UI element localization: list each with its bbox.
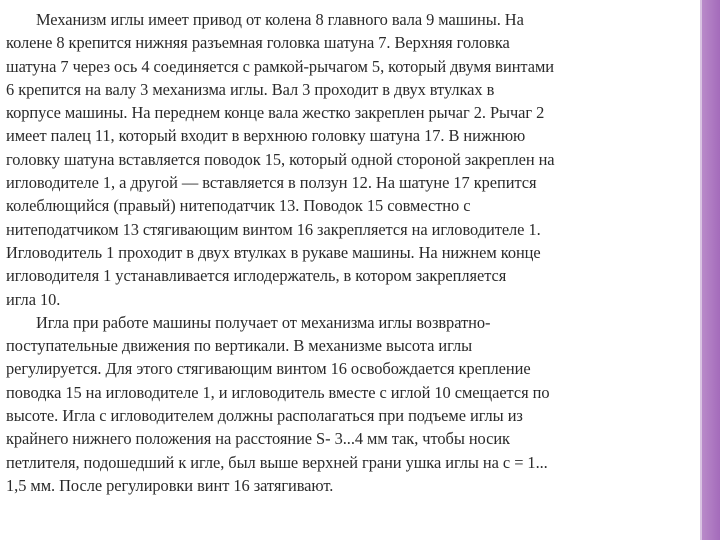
text-line: 6 крепится на валу 3 механизма иглы. Вал 3 проходит в двух втулках в bbox=[6, 79, 495, 99]
text-line: высоте. Игла с игловодителем должны располагаться при подъеме иглы из bbox=[6, 406, 523, 426]
text-line: корпусе машины. На переднем конце вала жестко закреплен рычаг 2. Рычаг 2 bbox=[6, 103, 545, 123]
text-line: Игла при работе машины получает от механизма иглы возвратно- bbox=[36, 312, 491, 332]
text-line: шатуна 7 через ось 4 соединяется с рамкой-рычагом 5, который двумя винтами bbox=[6, 56, 555, 76]
text-line: колене 8 крепится нижняя разъемная головка шатуна 7. Верхняя головка bbox=[6, 33, 510, 53]
text-line: игла 10. bbox=[6, 289, 61, 309]
text-line: поступательные движения по вертикали. В механизме высота иглы bbox=[6, 336, 473, 356]
text-line: крайнего нижнего положения на расстояние S- 3...4 мм так, чтобы носик bbox=[6, 429, 510, 449]
text-line: петлителя, подошедший к игле, был выше верхней грани ушка иглы на с = 1... bbox=[6, 452, 548, 472]
text-line: колеблющийся (правый) нитеподатчик 13. Поводок 15 совместно с bbox=[6, 196, 471, 216]
text-line: игловодителя 1 устанавливается иглодержатель, в котором закрепляется bbox=[6, 266, 507, 286]
text-line: Механизм иглы имеет привод от колена 8 главного вала 9 машины. На bbox=[36, 10, 524, 29]
body-text bbox=[6, 8, 696, 497]
text-line: головку шатуна вставляется поводок 15, который одной стороной закреплен на bbox=[6, 149, 555, 169]
text-line: поводка 15 на игловодителе 1, и игловодитель вместе с иглой 10 смещается по bbox=[6, 382, 550, 402]
accent-strip bbox=[702, 0, 720, 540]
text-line: игловодителе 1, а другой — вставляется в ползун 12. На шатуне 17 крепится bbox=[6, 173, 537, 193]
text-line: регулируется. Для этого стягивающим винтом 16 освобождается крепление bbox=[6, 359, 531, 379]
text-line: 1,5 мм. После регулировки винт 16 затягивают. bbox=[6, 475, 334, 495]
text-line: имеет палец 11, который входит в верхнюю головку шатуна 17. В нижнюю bbox=[6, 126, 526, 146]
text-line: нитеподатчиком 13 стягивающим винтом 16 закрепляется на игловодителе 1. bbox=[6, 219, 541, 239]
text-line: Игловодитель 1 проходит в двух втулках в рукаве машины. На нижнем конце bbox=[6, 242, 541, 262]
